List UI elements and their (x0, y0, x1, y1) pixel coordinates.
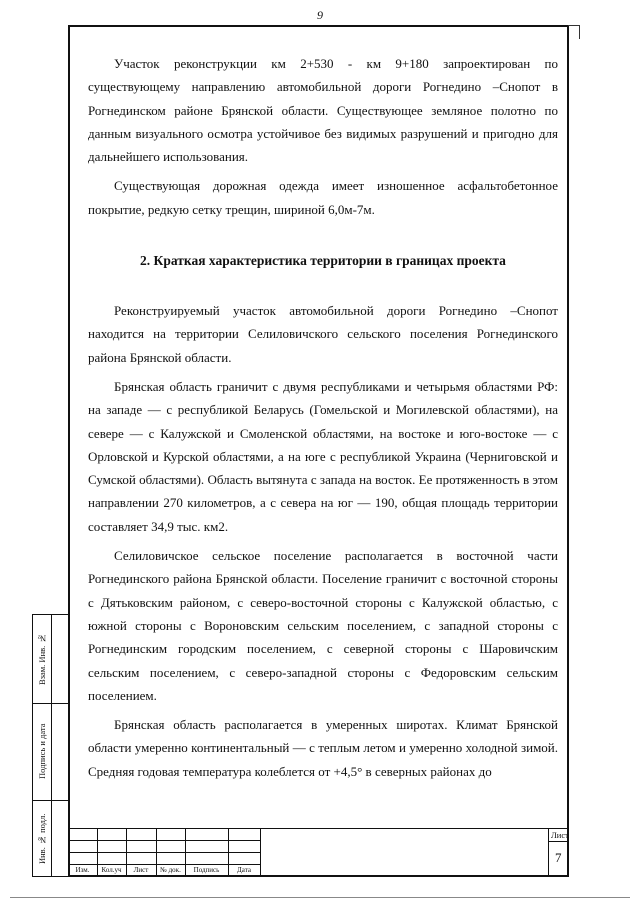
tb-label-kol-uch: Кол.уч (101, 866, 122, 874)
document-body (88, 52, 558, 783)
page-bottom-edge (10, 897, 630, 898)
paragraph-road-surface: Существующая дорожная одежда имеет изношенное асфальтобетонное покрытие, редкую сетку трещин, шириной 6,0м-7м. (88, 178, 558, 217)
sheet-number: 7 (555, 850, 562, 865)
sheet-box-divider (548, 841, 569, 842)
tb-label-n-dok: № док. (160, 866, 181, 874)
frame-corner-mark-vertical (579, 25, 580, 39)
paragraph-location: Реконструируемый участок автомобильной дороги Рогнедино –Снопот находится на территории Селиловичского сельского поселения Рогнединского района Брянской области. (88, 303, 558, 365)
tb-col-line (260, 828, 261, 877)
tb-label-izm: Изм. (75, 866, 90, 874)
sheet-box-border (548, 828, 549, 877)
tb-label-list: Лист (133, 866, 149, 874)
side-label-inv: Инв. № подл. (37, 813, 47, 865)
title-block-grid (68, 828, 260, 877)
page-number: 9 (317, 8, 323, 22)
paragraph-settlement: Селиловичское сельское поселение располагается в восточной части Рогнединского района Брянской области. Поселение граничит с восточной стороны с Дятьковским районом, с северо-восточной стороны с Калужской областью, с южной стороны с Вороновским сельским поселением, с западной стороны с Рогнединским городским поселением, с северной стороны с Шаровичским сельским поселением, с северо-западной стороны с Федоровским сельским поселением. (88, 548, 558, 703)
paragraph-reconstruction-section: Участок реконструкции км 2+530 - км 9+180 запроектирован по существующему направлению автомобильной дороги Рогнедино –Снопот в Рогнединском районе Брянской области. Существующее земляное полотно по данным визуального осмотра устойчивое без видимых разрушений и пригодно для дальнейшего использования. (88, 56, 558, 165)
side-stamp (32, 614, 68, 877)
side-label-vzam: Взам. Инв. № (37, 633, 47, 685)
tb-label-podpis: Подпись (193, 866, 220, 874)
section-heading: 2. Краткая характеристика территории в границах проекта (140, 253, 506, 269)
paragraph-region-borders: Брянская область граничит с двумя республиками и четырьмя областями РФ: на западе — с республикой Беларусь (Гомельской и Могилевской областями), на севере — с Калужской и Смоленской областями, на востоке и юго-востоке — с Орловской и Курской областями, а на юге с республикой Украина (Черниговской и Сумской областями). Область вытянута с запада на восток. Ее протяженность в этом направлении 270 километров, а с севера на юг — 190, общая площадь территории составляет 34,9 тыс. км2. (88, 378, 558, 534)
side-label-podpis: Подпись и дата (37, 723, 47, 780)
tb-label-data: Дата (237, 866, 251, 874)
sheet-label: Лист (551, 830, 569, 840)
paragraph-climate: Брянская область располагается в умеренных широтах. Климат Брянской области умеренно континентальный — с теплым летом и умеренно холодной зимой. Средняя годовая температура колеблется от +4,5° в северных районах до (88, 717, 558, 779)
title-block (68, 828, 569, 877)
